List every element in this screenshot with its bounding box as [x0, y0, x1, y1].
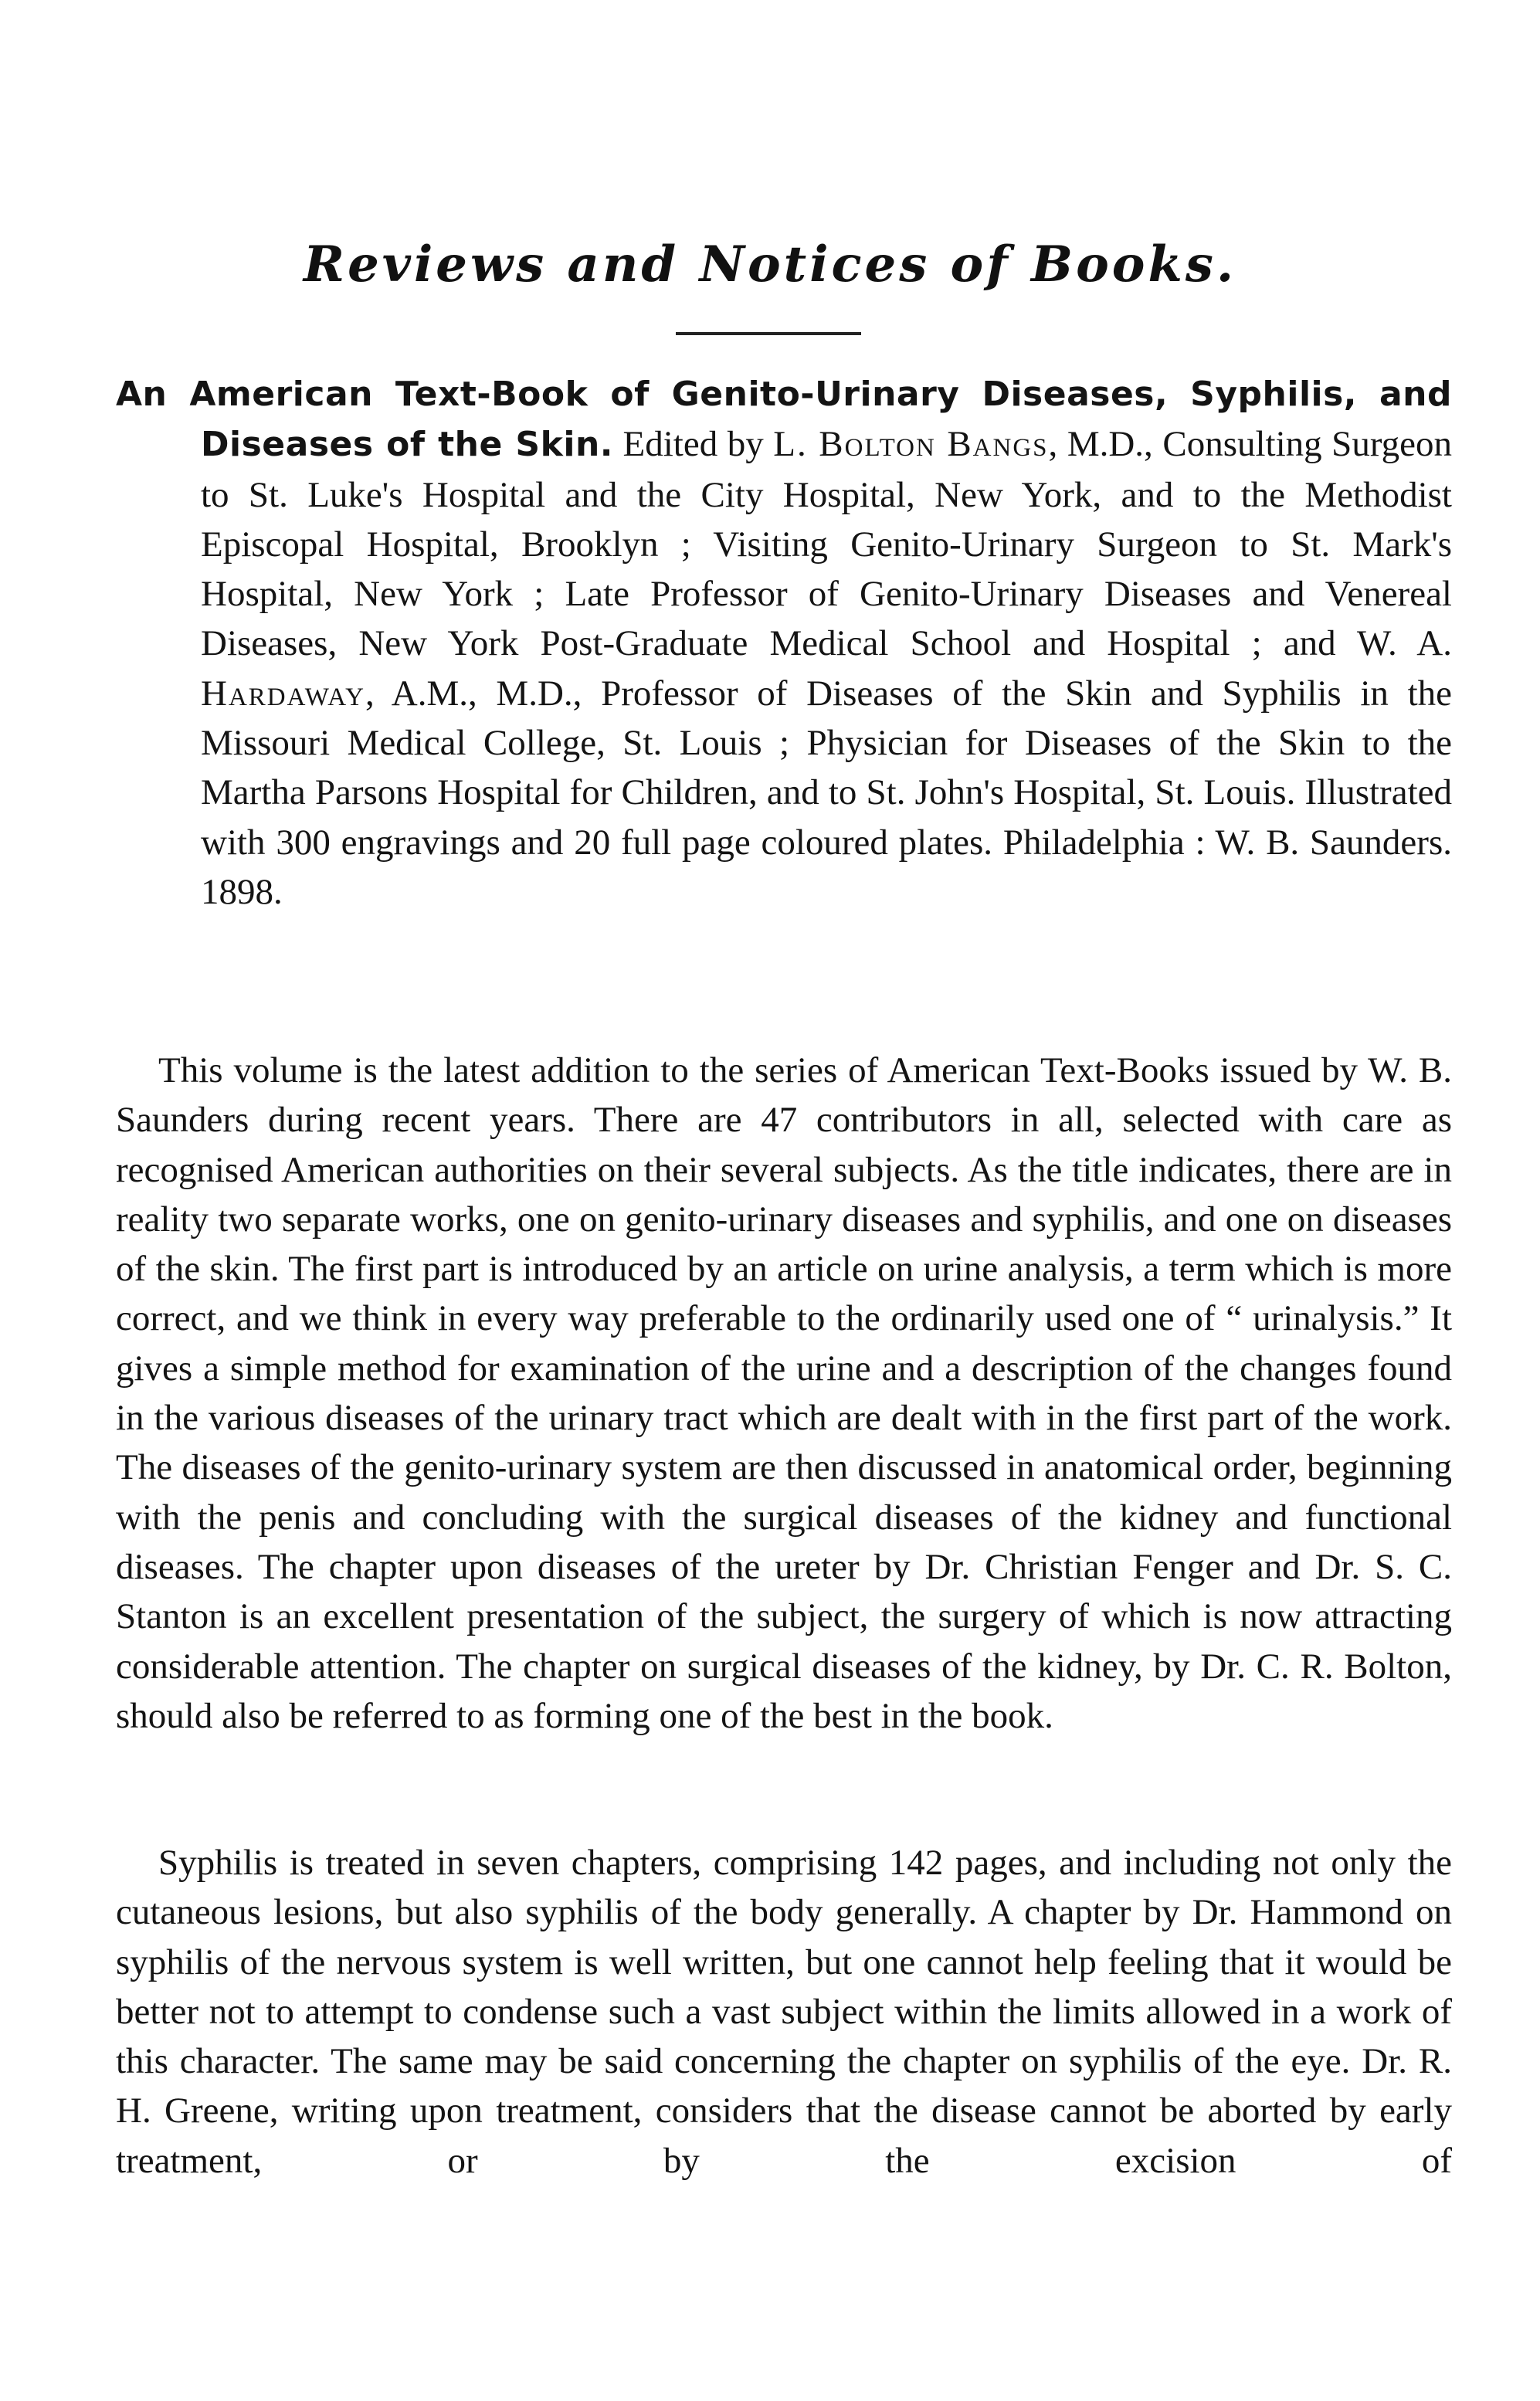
review-heading	[116, 369, 1452, 917]
title-rule	[676, 332, 861, 335]
review-paragraph-2: Syphilis is treated in seven chapters, comprising 142 pages, and including not only the cutaneous lesions, but also syphilis of the body generally. A chapter by Dr. Hammond on syphilis of the nervous system is well written, but one cannot help feeling that it would be better not to attempt to condense such a vast subject within the limits allowed in a work of this character. The same may be said concerning the chapter on syphilis of the eye. Dr. R. H. Greene, writing upon treatment, considers that the disease cannot be aborted by early treatment, or by the excision of	[116, 1843, 1452, 2181]
editor-1-details: , M.D., Consulting Surgeon to St. Luke's Hospital and the City Hospital, New York, and to the Methodist Episcopal Hospital, Brooklyn ; Visiting Genito-Urinary Surgeon to St. Mark's Hospital, New York ; Late Professor of Genito-Urinary Diseases and Venereal Diseases, New York Post-Graduate Medical School and Hospital ; and	[201, 424, 1452, 664]
review-paragraph-1: This volume is the latest addition to the series of American Text-Books issued by W. B. Saunders during recent years. There are 47 contributors in all, selected with care as recognised American authorities on their several subjects. As the title indicates, there are in reality two separate works, one on genito-urinary diseases and syphilis, and one on diseases of the skin. The first part is introduced by an article on urine analysis, a term which is more correct, and we think in every way preferable to the ordinarily used one of “ urinalysis.” It gives a simple method for examination of the urine and a description of the changes found in the various diseases of the urinary tract which are dealt with in the first part of the work. The diseases of the genito-urinary system are then discussed in anatomical order, beginning with the penis and concluding with the surgical diseases of the kidney and functional diseases. The chapter upon diseases of the ureter by Dr. Christian Fenger and Dr. S. C. Stanton is an excellent presentation of the subject, the surgery of which is now attracting considerable attention. The chapter on surgical diseases of the kidney, by Dr. C. R. Bolton, should also be referred to as forming one of the best in the book.	[116, 1050, 1452, 1736]
edited-by-label: Edited by	[622, 424, 764, 465]
editor-1-name: L. Bolton Bangs	[773, 424, 1049, 465]
editor-2-initial: W. A.	[1356, 623, 1452, 664]
editor-2-details: , A.M., M.D., Professor of Diseases of the Skin and Syphilis in the Missouri Medical College, St. Louis ; Physician for Diseases of the Skin to the Martha Parsons Hospital for Children, and to St. John's Hospital, St. Louis. Illustrated with 300 engravings and 20 full page coloured plates. Philadelphia : W. B. Saunders. 1898.	[201, 673, 1452, 912]
section-title: Reviews and Notices of Books.	[303, 236, 1237, 293]
editor-2-name: Hardaway	[201, 673, 365, 714]
book-title: An American Text-Book of Genito-Urinary Diseases, Syphilis, and Diseases of the Skin.	[116, 375, 1452, 465]
